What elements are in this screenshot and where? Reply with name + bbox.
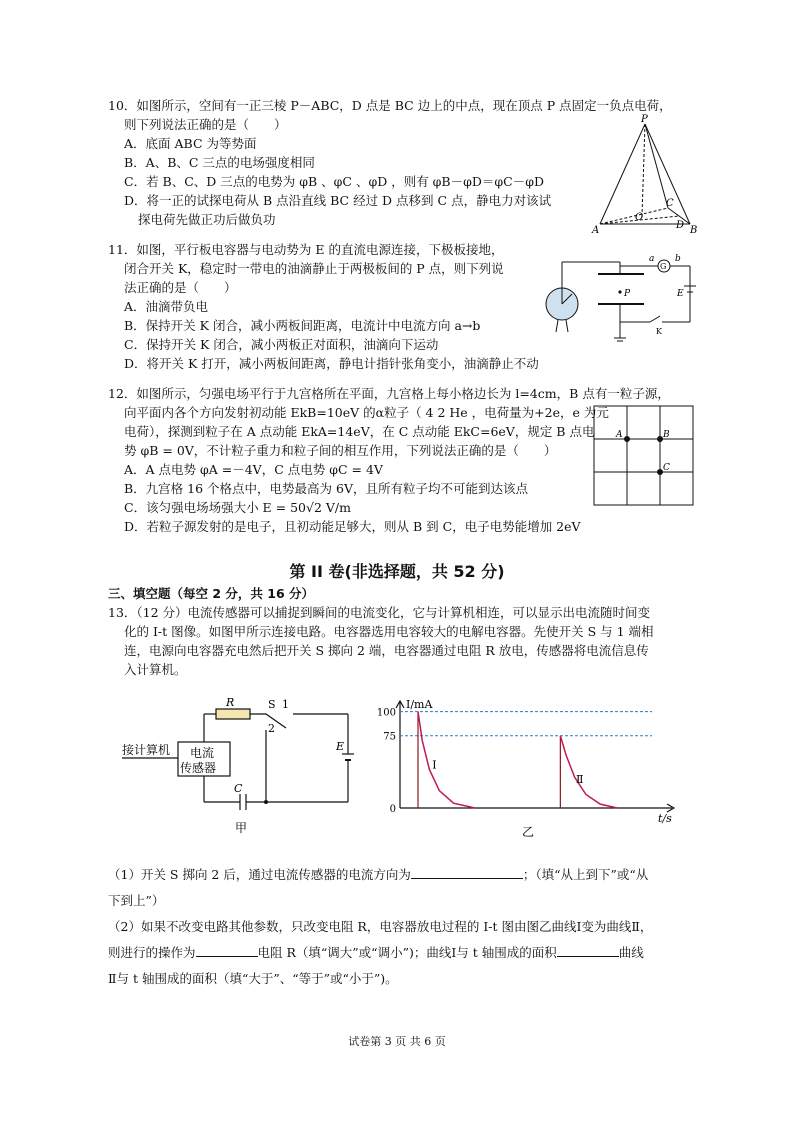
q10-option-b: B．A、B、C 三点的电场强度相同 — [124, 155, 315, 170]
q12-option-d: D．若粒子源发射的是电子，且初动能足够大，则从 B 到 C，电子电势能增加 2eV — [124, 519, 581, 534]
label-p: P — [624, 289, 631, 299]
q11-stem-3: 法正确的是（ ） — [124, 280, 237, 295]
q12-option-c: C．该匀强电场场强大小 E = 50√2 V/m — [124, 500, 351, 515]
q11-option-c: C．保持开关 K 闭合，减小两板正对面积，油滴向下运动 — [124, 337, 439, 352]
q13-sub2-text-a: （2）如果不改变电路其他参数，只改变电阻 R，电容器放电过程的 I-t 图由图乙曲线Ⅰ变为曲线Ⅱ， — [108, 919, 653, 934]
q10-option-d-1: D．将一正的试探电荷从 B 点沿直线 BC 经过 D 点移到 C 点，静电力对该试 — [124, 193, 552, 208]
q10-pyramid-figure — [590, 112, 700, 238]
chart-caption: 乙 — [522, 825, 535, 839]
label-b: B — [690, 225, 698, 236]
q11-option-b: B．保持开关 K 闭合，减小两板间距离，电流计中电流方向 a→b — [124, 318, 481, 333]
label-a-terminal: a — [649, 254, 655, 264]
q11-option-d: D．将开关 K 打开，减小两板间距离，静电计指针张角变小，油滴静止不动 — [124, 356, 539, 371]
q13-blank-2[interactable] — [196, 942, 258, 957]
label-o: O — [635, 212, 644, 223]
circuit-sensor-label-2: 传感器 — [180, 761, 217, 775]
label-c: C — [666, 198, 674, 209]
q13-stem-2: 化的 I-t 图像。如图甲所示连接电路。电容器选用电容较大的电解电容器。先使开关 S 与 1 端相 — [124, 624, 654, 639]
q13-sub2-text-d: 曲线 — [618, 945, 644, 960]
label-b-terminal: b — [675, 254, 681, 264]
y-tick-label-75: 75 — [383, 731, 396, 743]
q11-option-a: A．油滴带负电 — [124, 299, 209, 314]
q10-stem-2: 则下列说法正确的是（ ） — [124, 117, 287, 132]
series-1-label: Ⅰ — [432, 758, 437, 772]
q13-it-chart — [372, 690, 692, 840]
q13-stem-1: 13．（12 分）电流传感器可以捕捉到瞬间的电流变化，它与计算机相连，可以显示出电流随时间变 — [108, 605, 651, 620]
q11-stem-1: 11．如图，平行板电容器与电动势为 E 的直流电源连接，下极板接地， — [108, 242, 504, 257]
q10-option-c: C．若 B、C、D 三点的电势为 φB 、φC 、φD ，则有 φB－φD＝φC－φD — [124, 174, 544, 189]
label-e: E — [677, 289, 684, 299]
q10-option-d-2: 探电荷先做正功后做负功 — [138, 212, 276, 227]
q13-subquestion-2 — [108, 914, 708, 992]
q11-stem-2: 闭合开关 K，稳定时一带电的油滴静止于两极板间的 P 点，则下列说 — [124, 261, 504, 276]
question-13 — [108, 603, 708, 679]
q13-circuit-figure — [118, 694, 368, 844]
q12-stem-3: 电荷），探测到粒子在 A 点动能 EkA=14eV，在 C 点动能 EkC=6eV，规定 B 点电 — [124, 424, 595, 439]
q13-blank-3[interactable] — [557, 942, 619, 957]
y-tick-label-0: 0 — [389, 804, 396, 815]
section-title: 第 II 卷(非选择题，共 52 分) — [289, 562, 505, 581]
label-p: P — [641, 114, 648, 125]
label-a: A — [592, 225, 600, 236]
q12-option-a: A．A 点电势 φA =－4V，C 点电势 φC = 4V — [124, 462, 383, 477]
q13-sub1-text-c: 下到上”） — [108, 893, 165, 908]
circuit-label-r: R — [226, 696, 235, 709]
grid-label-c: C — [663, 463, 670, 473]
circuit-label-1: 1 — [282, 698, 289, 711]
q13-subquestion-1 — [108, 862, 708, 914]
y-tick-label-100: 100 — [376, 707, 396, 719]
grid-label-a: A — [616, 430, 623, 440]
circuit-caption: 甲 — [235, 821, 248, 835]
q13-sub1-text-b: ；（填“从上到下”或“从 — [522, 867, 649, 882]
q13-sub2-text-b: 则进行的操作为 — [108, 945, 196, 960]
q12-grid-figure — [592, 404, 696, 508]
q13-stem-4: 入计算机。 — [124, 662, 187, 677]
label-g: G — [660, 262, 667, 271]
q12-option-b: B．九宫格 16 个格点中，电势最高为 6V，且所有粒子均不可能到达该点 — [124, 481, 528, 496]
fill-blank-heading: 三、填空题（每空 2 分，共 16 分） — [108, 586, 315, 601]
grid-label-b: B — [663, 430, 670, 440]
q10-option-a: A．底面 ABC 为等势面 — [124, 136, 257, 151]
q10-stem-1: 10．如图所示，空间有一正三棱 P－ABC，D 点是 BC 边上的中点，现在顶点 P 点固定一负点电荷， — [108, 98, 672, 113]
q13-sub2-text-c: 电阻 R（填“调大”或“调小”)；曲线Ⅰ与 t 轴围成的面积 — [257, 945, 557, 960]
page-footer: 试卷第 3 页 共 6 页 — [348, 1035, 446, 1048]
circuit-computer-label: 接计算机 — [122, 743, 171, 757]
circuit-label-c: C — [234, 782, 243, 795]
circuit-sensor-label-1: 电流 — [190, 746, 215, 760]
q13-stem-3: 连，电源向电容器充电然后把开关 S 掷向 2 端，电容器通过电阻 R 放电，传感器将电流信息传 — [124, 643, 649, 658]
y-axis-label: I/mA — [406, 698, 433, 711]
circuit-label-s: S — [268, 698, 276, 711]
circuit-label-2: 2 — [268, 722, 275, 735]
q12-stem-4: 势 φB = 0V，不计粒子重力和粒子间的相互作用，下列说法正确的是（ ） — [124, 443, 557, 458]
q12-stem-2: 向平面内各个方向发射初动能 EkB=10eV 的α粒子（ 4 2 He ，电荷量为+2e，e 为元 — [124, 405, 609, 420]
x-axis-label: t/s — [658, 812, 672, 825]
circuit-label-e: E — [336, 740, 345, 753]
series-1-curve — [418, 712, 475, 808]
q11-capacitor-figure — [540, 248, 700, 344]
label-k: K — [656, 327, 662, 336]
q12-stem-1: 12．如图所示，匀强电场平行于九宫格所在平面，九宫格上每小格边长为 l=4cm，B 点有一粒子源， — [108, 386, 670, 401]
series-2-curve — [560, 736, 617, 808]
q13-sub1-text-a: （1）开关 S 掷向 2 后，通过电流传感器的电流方向为 — [108, 867, 411, 882]
series-2-label: Ⅱ — [576, 773, 584, 786]
label-d: D — [676, 220, 685, 231]
q13-sub2-text-e: Ⅱ与 t 轴围成的面积（填“大于”、“等于”或“小于”)。 — [108, 971, 398, 986]
q13-blank-1[interactable] — [411, 864, 523, 879]
